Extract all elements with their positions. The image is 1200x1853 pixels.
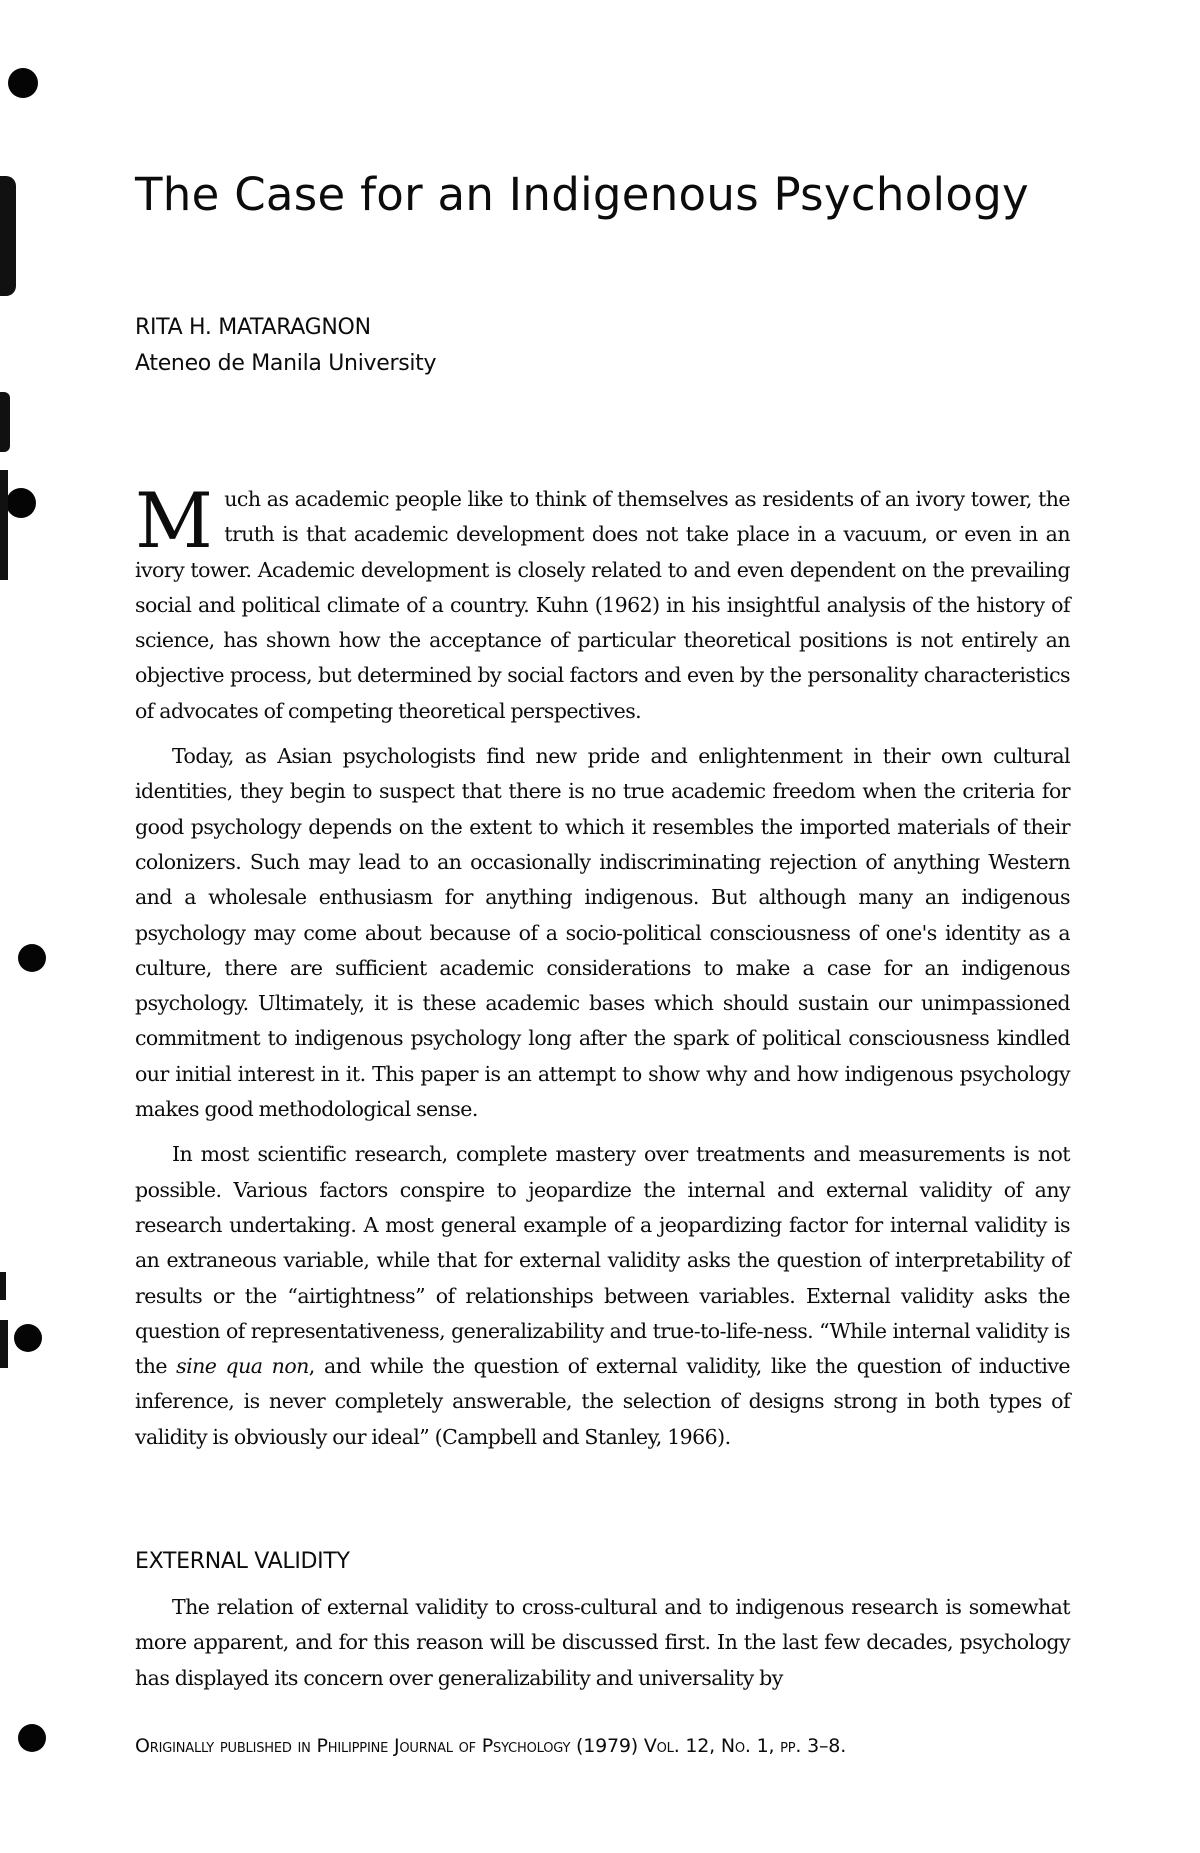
- body-paragraph-3: [135, 1137, 1070, 1455]
- body-paragraph-1: [135, 476, 1070, 729]
- binding-edge-mark-1: [0, 176, 16, 296]
- binder-hole-upper: [6, 488, 36, 518]
- paragraph-3-text-a: In most scientific research, complete mastery over treatments and measurements is not possible. Various factors conspire to jeopardize the internal and external validity of any research undertaking. A most general example of a jeopardizing factor for internal validity is an extraneous variable, while that for external validity asks the question of interpretability of results or the “airtightness” of relationships between variables. External validity asks the question of representativeness, generalizability and true-to-life-ness. “While internal validity is the: [135, 1142, 1070, 1379]
- binding-edge-mark-5: [0, 1320, 8, 1368]
- binder-hole-bottom: [18, 1724, 46, 1752]
- publication-footer: Originally published in Philippine Journal of Psychology (1979) Vol. 12, No. 1, pp. 3–8.: [135, 1735, 847, 1757]
- article-body: [135, 476, 1071, 1465]
- binding-edge-mark-3: [0, 470, 8, 580]
- author-affiliation: Ateneo de Manila University: [135, 351, 437, 376]
- paragraph-1-text: uch as academic people like to think of themselves as residents of an ivory tower, the truth is that academic development does not take place in a vacuum, or even in an ivory tower. Academic development is closely related to and even dependent on the prevailing social and political climate of a country. Kuhn (1962) in his insightful analysis of the history of science, has shown how the acceptance of particular theoretical positions is not entirely an objective process, but determined by social factors and even by the personality characteristics of advocates of competing theoretical perspectives.: [135, 487, 1070, 723]
- author-name: RITA H. MATARAGNON: [135, 315, 371, 340]
- binder-hole-middle: [18, 944, 46, 972]
- binding-edge-mark-4: [0, 1272, 6, 1300]
- body-paragraph-4: The relation of external validity to cross-cultural and to indigenous research is somewhat more apparent, and for this reason will be discussed first. In the last few decades, psychology has displayed its concern over generalizability and universality by: [135, 1595, 1070, 1690]
- paragraph-3-text-b: , and while the question of external validity, like the question of inductive inference, is never completely answerable, the selection of designs strong in both types of validity is obviously our ideal” (Campbell and Stanley, 1966).: [135, 1354, 1071, 1449]
- body-paragraph-2: Today, as Asian psychologists find new pride and enlightenment in their own cultural identities, they begin to suspect that there is no true academic freedom when the criteria for good psychology depends on the extent to which it resembles the imported materials of their colonizers. Such may lead to an occasionally indiscriminating rejection of anything Western and a wholesale enthusiasm for anything indigenous. But although many an indigenous psychology may come about because of a socio-political consciousness of one's identity as a culture, there are sufficient academic considerations to make a case for an indigenous psychology. Ultimately, it is these academic bases which should sustain our unimpassioned commitment to indigenous psychology long after the spark of political consciousness kindled our initial interest in it. This paper is an attempt to show why and how indigenous psychology makes good methodological sense.: [135, 744, 1070, 1122]
- article-title: The Case for an Indigenous Psychology: [135, 168, 1029, 221]
- binding-edge-mark-2: [0, 392, 10, 452]
- binder-hole-top: [8, 68, 38, 98]
- drop-cap: M: [135, 476, 213, 565]
- section-heading: EXTERNAL VALIDITY: [135, 1549, 350, 1574]
- binder-hole-lower: [14, 1324, 42, 1352]
- article-body-continued: [135, 1590, 1070, 1696]
- paragraph-3-italic-phrase: sine qua non: [176, 1354, 309, 1379]
- author-block: [135, 310, 436, 382]
